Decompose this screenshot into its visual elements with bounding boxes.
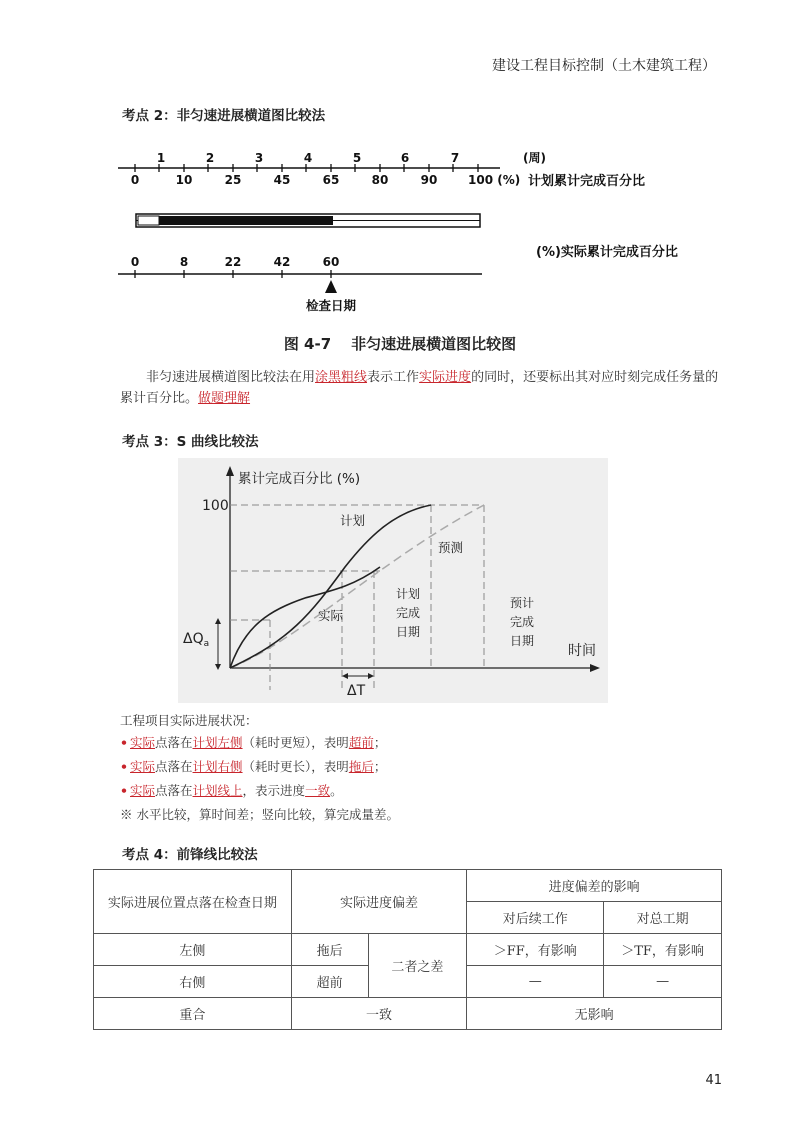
plan-finish-label-2: 完成 <box>396 606 421 620</box>
th-follow-work: 对后续工作 <box>467 902 604 934</box>
week-label-2: 2 <box>205 151 215 165</box>
plan-pct-100: 100 (%) <box>468 173 521 187</box>
week-label-3: 3 <box>254 151 264 165</box>
cell-consistent: 一致 <box>291 998 467 1030</box>
actual-cumulative-label: (%)实际累计完成百分比 <box>536 245 678 260</box>
actual-curve-label: 实际 <box>318 608 344 623</box>
status-bullet-ahead <box>120 733 386 751</box>
status-bullet-behind <box>120 757 386 775</box>
running-header: 建设工程目标控制（土木建筑工程） <box>492 58 716 74</box>
plan-finish-label-1: 计划 <box>396 587 421 601</box>
section-title-2: 考点 2：非匀速进展横道图比较法 <box>122 108 326 124</box>
para-highlight-thick-line: 涂黑粗线 <box>315 370 368 385</box>
dt-label: ΔT <box>347 683 366 699</box>
dq-label: $\Delta Q_a$ <box>183 631 210 649</box>
actual-pct-60: 60 <box>322 255 340 269</box>
comparison-note: ※ 水平比较，算时间差；竖向比较，算完成量差。 <box>120 807 399 822</box>
s-curve-y-label: 累计完成百分比 (%) <box>238 471 361 487</box>
bullet2-result: 拖后 <box>348 759 374 774</box>
plan-pct-65: 65 <box>322 173 340 187</box>
week-label-6: 6 <box>400 151 410 165</box>
bullet1-actual: 实际 <box>130 735 156 750</box>
status-bullet-consistent <box>120 781 343 799</box>
plan-pct-10: 10 <box>175 173 193 187</box>
cell-left: 左侧 <box>94 934 292 966</box>
bullet3-text: 点落在 <box>155 783 193 798</box>
bullet3-desc: ，表示进度 <box>242 783 306 798</box>
th-position: 实际进展位置点落在检查日期 <box>94 870 292 934</box>
th-impact: 进度偏差的影响 <box>467 870 722 902</box>
figure-caption <box>0 333 800 354</box>
week-label-7: 7 <box>450 151 460 165</box>
table-header-row-1 <box>94 870 722 902</box>
cell-ff-impact: ＞FF，有影响 <box>467 934 604 966</box>
para-text-3: 的同时，还要标出其对应时刻完成任务量的累计百分比。 <box>120 370 719 406</box>
cell-behind: 拖后 <box>291 934 368 966</box>
cell-no-impact: 无影响 <box>467 998 722 1030</box>
actual-pct-22: 22 <box>224 255 242 269</box>
cell-ahead: 超前 <box>291 966 368 998</box>
status-title: 工程项目实际进展状况： <box>120 713 258 728</box>
plan-cumulative-label: 计划累计完成百分比 <box>528 174 646 189</box>
bullet1-position: 计划左侧 <box>192 735 243 750</box>
plan-pct-25: 25 <box>224 173 242 187</box>
plan-bar-start-notch <box>138 216 159 225</box>
y-tick-100: 100 <box>202 498 229 514</box>
forecast-finish-label-3: 日期 <box>510 634 535 648</box>
bullet1-result: 超前 <box>348 735 374 750</box>
bullet2-position: 计划右侧 <box>192 759 243 774</box>
bullet-dot-icon: • <box>120 783 128 798</box>
bullet3-actual: 实际 <box>130 783 156 798</box>
figure-title: 非匀速进展横道图比较图 <box>351 335 517 353</box>
page-number: 41 <box>705 1073 722 1088</box>
bullet1-text: 点落在 <box>155 735 193 750</box>
plan-finish-label-3: 日期 <box>396 625 421 639</box>
cell-difference: 二者之差 <box>368 934 467 998</box>
actual-pct-42: 42 <box>273 255 291 269</box>
actual-pct-0: 0 <box>130 255 140 269</box>
forecast-finish-label-2: 完成 <box>510 615 535 629</box>
week-label-1: 1 <box>156 151 166 165</box>
bullet-dot-icon: • <box>120 735 128 750</box>
plan-pct-80: 80 <box>371 173 389 187</box>
th-total-duration: 对总工期 <box>604 902 722 934</box>
plan-pct-45: 45 <box>273 173 291 187</box>
cell-follow-dash: — <box>467 966 604 998</box>
s-curve-background <box>178 458 608 703</box>
x-axis-label: 时间 <box>568 643 596 659</box>
para-highlight-actual-progress: 实际进度 <box>419 370 472 385</box>
section-title-3: 考点 3：S 曲线比较法 <box>122 434 259 450</box>
check-date-arrow-icon <box>325 280 337 293</box>
th-deviation: 实际进度偏差 <box>291 870 467 934</box>
bullet1-end: ； <box>373 735 387 750</box>
week-label-5: 5 <box>352 151 362 165</box>
actual-pct-8: 8 <box>179 255 189 269</box>
method-paragraph <box>120 367 720 409</box>
bullet2-actual: 实际 <box>130 759 156 774</box>
deviation-table <box>93 869 722 1030</box>
check-date-label: 检查日期 <box>305 298 357 313</box>
para-note-understanding: 做题理解 <box>198 391 251 406</box>
bullet2-text: 点落在 <box>155 759 193 774</box>
figure-4-7-nonuniform-bar-chart <box>0 140 800 330</box>
bullet3-end: 。 <box>330 783 343 798</box>
bullet2-end: ； <box>373 759 387 774</box>
bullet3-position: 计划线上 <box>192 783 243 798</box>
forecast-curve-label: 预测 <box>438 540 464 555</box>
plan-curve-label: 计划 <box>340 513 366 528</box>
cell-right: 右侧 <box>94 966 292 998</box>
figure-number: 图 4-7 <box>283 335 332 353</box>
bullet3-result: 一致 <box>305 783 331 798</box>
plan-pct-0: 0 <box>130 173 140 187</box>
plan-pct-90: 90 <box>420 173 438 187</box>
para-text-1: 非匀速进展横道图比较法在用 <box>146 370 316 385</box>
cell-tf-impact: ＞TF，有影响 <box>604 934 722 966</box>
cell-coincide: 重合 <box>94 998 292 1030</box>
bullet1-desc: （耗时更短），表明 <box>242 735 349 750</box>
week-unit-label: (周) <box>523 151 546 165</box>
table-row <box>94 934 722 966</box>
section-title-4: 考点 4：前锋线比较法 <box>122 847 258 863</box>
table-row <box>94 998 722 1030</box>
para-text-2: 表示工作 <box>367 370 420 385</box>
bullet2-desc: （耗时更长），表明 <box>242 759 349 774</box>
cell-total-dash: — <box>604 966 722 998</box>
forecast-finish-label-1: 预计 <box>510 596 535 610</box>
week-label-4: 4 <box>303 151 313 165</box>
s-curve-chart <box>178 458 608 703</box>
bullet-dot-icon: • <box>120 759 128 774</box>
